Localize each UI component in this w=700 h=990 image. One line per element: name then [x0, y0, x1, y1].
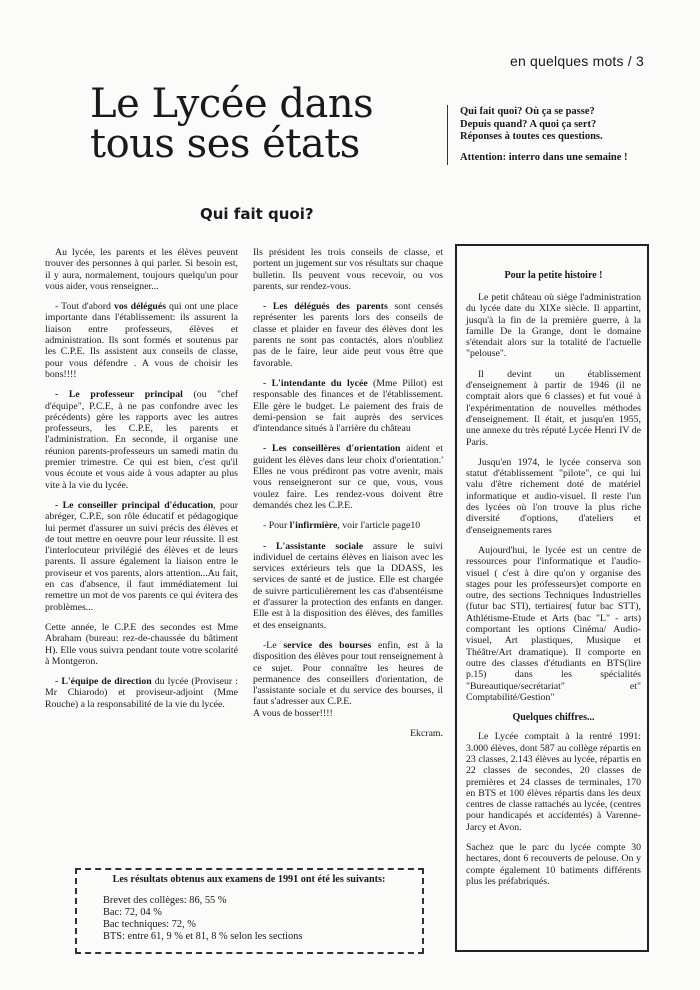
paragraph: -Le service des bourses enfin, est à la disposition des élèves pour tout renseignement à ce sujet. Pour connaître les heures de permanence des conseillers d'orientation, de l'assistante sociale et du service des bourses, il faut s'adresser aux C.P.E.	[253, 639, 444, 708]
results-item: Bac: 72, 04 %	[103, 907, 162, 918]
paragraph: Aujourd'hui, le lycée est un centre de ressources pour l'informatique et l'audio-visuel ( c'est à dire qu'on y organise des stages pour les professeurs)et comporte en outre, des sections Techniques Industrielles (futur bac STI), tertiaires( futur bac STT), Athlétisme-Etude et Arts (bac "L" - arts) comportant les options Cinéma/ Audio-visuel, Art plastiques, Musique et Théâtre/Art dramatique). Il comporte en outre des classes d'étudiants en BTS(lire p.15) dans les spécialités "Bureautique/secrétariat" et" Comptabilité/Gestion"	[466, 544, 641, 703]
signature: Ekcram.	[410, 727, 443, 739]
paragraph: - L'équipe de direction du lycée (Proviseur : Mr Chiarodo) et proviseur-adjoint (Mme Rouche) a la responsabilité de la vie du lycée.	[45, 676, 238, 710]
intro-block	[460, 106, 660, 164]
paragraph: - Pour l'infirmière, voir l'article page10	[263, 520, 421, 532]
intro-line-3: Réponses à toutes ces questions.	[460, 131, 603, 142]
results-list	[103, 895, 302, 943]
intro-line-2: Depuis quand? A quoi ça sert?	[460, 118, 597, 130]
page-title	[90, 81, 374, 167]
results-item: Bac techniques: 72, %	[103, 919, 196, 930]
paragraph: Ils président les trois conseils de classe, et portent un jugement sur vos résultats sur chaque bulletin. Ils peuvent vous recevoir, ou vos parents, sur rendez-vous.	[253, 247, 443, 292]
sidebar-subheading: Quelques chiffres...	[512, 712, 595, 724]
article-column-2	[253, 247, 443, 739]
paragraph: - Tout d'abord vos délégués qui ont une place importante dans l'établissement: ils assurent la liaison entre professeurs, élèves et administration. Ils sont formés et soutenus par les C.P.E. Ils assistent aux conseils de classe, pour vous défendre . A vous de choisir les bons!!!!	[45, 301, 238, 380]
paragraph: Sachez que le parc du lycée compte 30 hectares, dont 6 recouverts de pelouse. On y compte également 10 batiments différents plus les préfabriqués.	[466, 842, 641, 887]
title-line-1: Le Lycée dans	[90, 81, 374, 127]
article-column-1	[45, 247, 238, 719]
paragraph: A vous de bosser!!!!	[253, 707, 333, 719]
paragraph: Jusqu'en 1974, le lycée conserva son statut d'établissement "pilote", ce qui lui valu d'être richement doté de matériel informatique et audio-visuel. Il reste l'un des lycées où l'on trouve la plus riche diversité d'options, d'ateliers et d'enseignements rares	[466, 456, 641, 536]
section-label: en quelques mots / 3	[510, 53, 644, 69]
results-item: BTS: entre 61, 9 % et 81, 8 % selon les sections	[103, 931, 303, 942]
results-title: Les résultats obtenus aux examens de 1991 ont été les suivants:	[112, 874, 386, 885]
paragraph: - Le conseiller principal d'éducation, pour abréger, C.P.E, son rôle éducatif et pédagogique lui permet d'assurer un suivi précis des élèves et de tout mettre en oeuvre pour leur réussite. Il est l'interlocuteur privilégié des élèves et de leurs parents. Il assure également la liaison entre le proviseur et vos parents, alors attention...Au fait, en cas d'absence, il faut immédiatement lui remettre un mot de vos parents ce qui évitera des problèmes...	[45, 499, 238, 613]
article-heading: Qui fait quoi?	[200, 205, 314, 223]
paragraph: Cette année, le C.P.E des secondes est Mme Abraham (bureau: rez-de-chaussée du bâtiment H). Elle vous suivra pendant toute votre scolarité à Montgeron.	[45, 621, 238, 667]
paragraph: - Le professeur principal (ou "chef d'équipe", P.C.E, à ne pas confondre avec les précédents) gère les rapports avec les autres professeurs, les C.P.E, les parents et l'administration. En seconde, il organise une réunion parents-professeurs un samedi matin du premier trimestre. Ce qui est bien, c'est qu'il vous écoute et vous aide à vous adapter au plus vite à la vie du lycée.	[45, 389, 238, 491]
title-divider	[447, 105, 448, 165]
title-line-2: tous ses états	[90, 121, 360, 167]
intro-line-1: Qui fait quoi? Où ça se passe?	[460, 106, 595, 117]
paragraph: - L'intendante du lycée (Mme Pillot) est responsable des finances et de l'établissement. Elle gère le budget. Le paiement des frais de demi-pension se fait auprès des services d'intendance situés à l'arrière du château	[253, 377, 443, 435]
paragraph: Il devint un établissement d'enseignement à partir de 1946 (il ne comptait alors que 6 classes) et fut voué à l'expérimentation de nouvelles méthodes d'enseignement. Il était, et jusqu'en 1955, une annexe du très réputé Lycée Henri IV de Paris.	[466, 368, 641, 448]
paragraph: - Les délégués des parents sont censés représenter les parents lors des conseils de classe et plaider en faveur des élèves dont les parents ne sont pas contactés, alors n'oubliez pas de le faire, leur aide peut vous être que favorable.	[253, 301, 443, 369]
paragraph: Le Lycée comptait à la rentré 1991: 3.000 élèves, dont 587 au collège répartis en 23 classes, 2.143 élèves au lycée, répartis en 22 classes de secondes, 20 classes de premières et 24 classes de terminales, 170 en BTS et 100 élèves répartis dans les deux centres de classe rattachés au lycée, (centres pour handicapés et accidentés) à Varenne-Jarcy et Avon.	[466, 731, 641, 833]
paragraph: - Les conseillères d'orientation aident et guident les élèves dans leur choix d'orientation.' Elles ne vous prédiront pas votre avenir, mais vous renseigneront sur ce que, vous, vous voulez faire. Les rendez-vous doivent être demandés chez les C.P.E.	[253, 443, 444, 511]
sidebar-title: Pour la petite histoire !	[504, 270, 603, 281]
paragraph: Au lycée, les parents et les élèves peuvent trouver des personnes à qui parler. Si besoin est, il y aura, normalement, toujours quelqu'un pour vous aider, vous renseigner...	[45, 247, 238, 292]
results-item: Brevet des collèges: 86, 55 %	[103, 895, 227, 906]
intro-warning: Attention: interro dans une semaine !	[460, 151, 628, 163]
paragraph: - L'assistante sociale assure le suivi individuel de certains élèves en liaison avec les services extérieurs tels que la DDASS, les services de santé et de justice. Elle est chargée de suivre particulièrement les cas d'absentéisme et d'assurer la protection des enfants en danger. Elle est à la disposition des élèves, des familles et des enseignants.	[253, 540, 443, 631]
sidebar-text	[466, 292, 641, 896]
paragraph: Le petit château où siège l'administration du lycée date du XIXe siècle. Il appartint, jusqu'à la fin de la première guerre, à la famille De la Grange, dont le domaine s'étendait alors sur la totalité de l'actuelle "pelouse".	[466, 292, 641, 360]
